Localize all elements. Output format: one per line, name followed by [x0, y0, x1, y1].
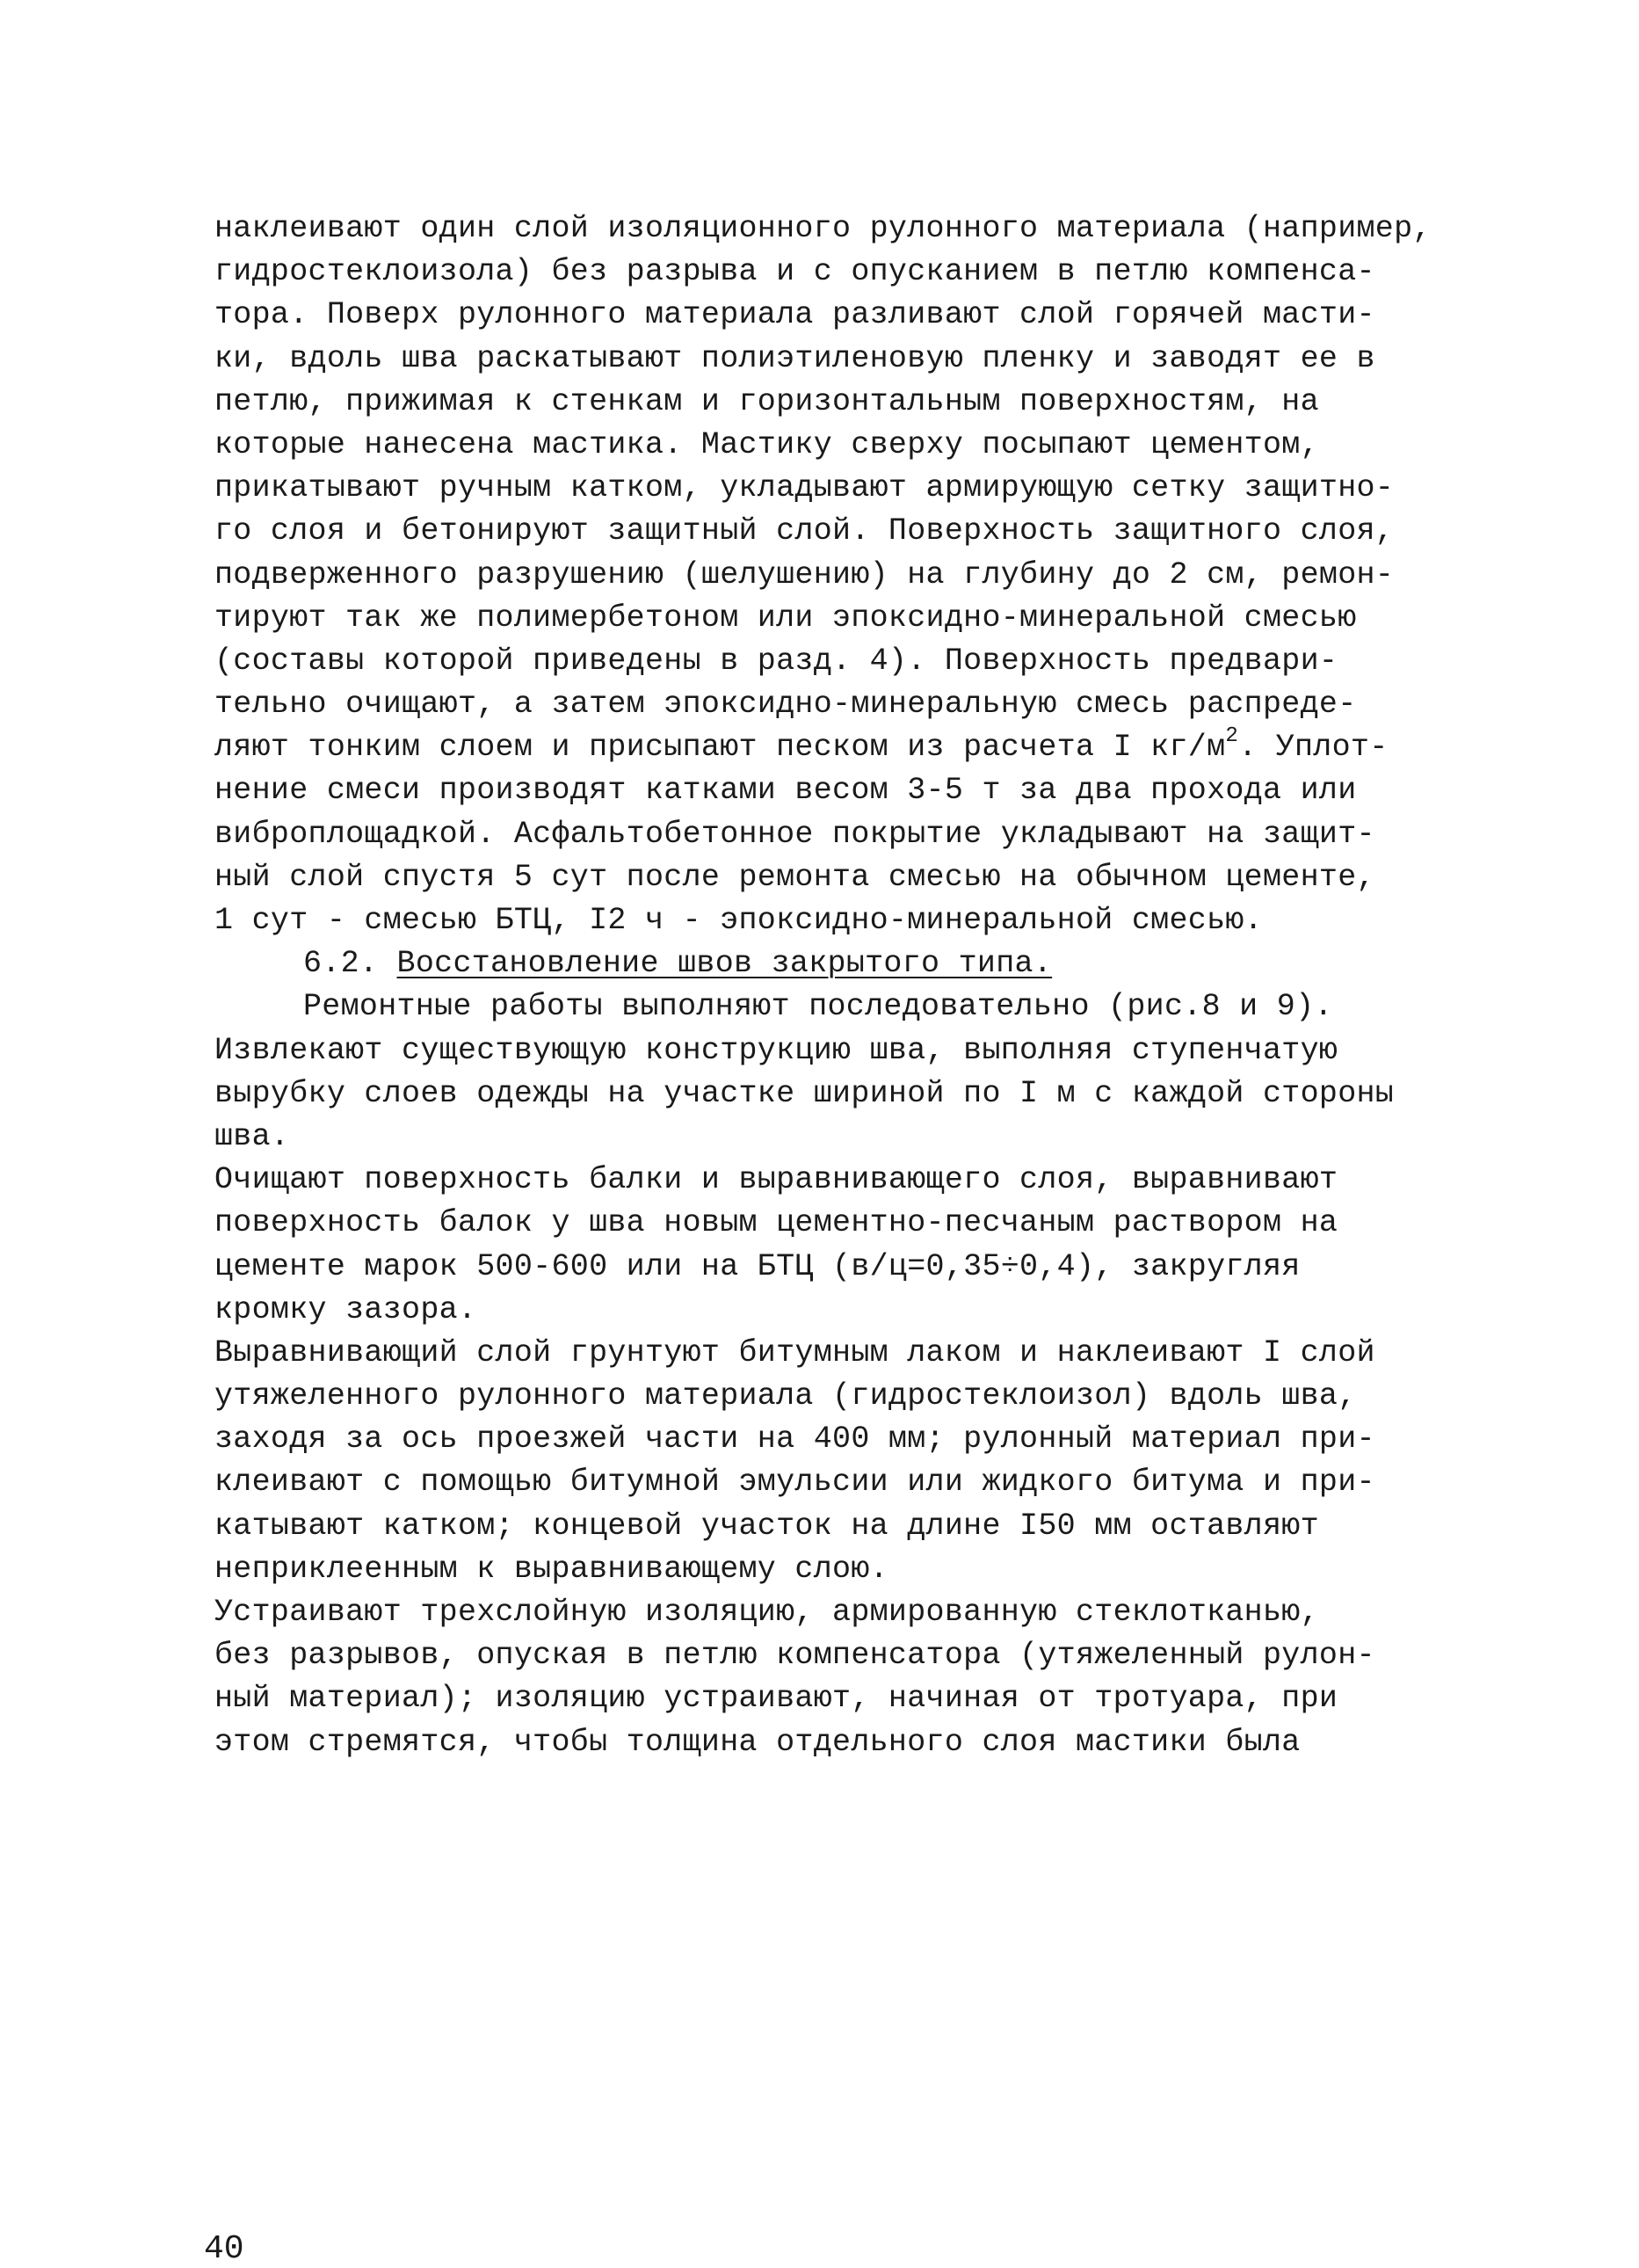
line-text: клеивают с помощью битумной эмульсии или жидкого битума и при- [214, 1465, 1375, 1501]
line-text: 1 сут - смесью БТЦ, I2 ч - эпоксидно-минеральной смесью. [214, 903, 1263, 938]
line-text: нение смеси производят катками весом 3-5 т за два прохода или [214, 773, 1357, 809]
text-line [214, 899, 1445, 942]
text-line [214, 1721, 1445, 1764]
line-text: кромку зазора. [214, 1291, 477, 1327]
line-text: (составы которой приведены в разд. 4). Поверхность предвари- [214, 643, 1338, 679]
line-text: которые нанесена мастика. Мастику сверху посыпают цементом, [214, 426, 1319, 462]
text-line [214, 1677, 1445, 1720]
text-line [214, 338, 1445, 381]
line-text: поверхность балок у шва новым цементно-песчаным раствором на [214, 1205, 1338, 1241]
line-text: ный материал); изоляцию устраивают, начиная от тротуара, при [214, 1681, 1338, 1717]
line-text: Очищают поверхность балки и выравнивающего слоя, выравнивают [214, 1162, 1338, 1198]
line-text: ляют тонким слоем и присыпают песком из расчета I кг/м [214, 730, 1226, 766]
line-text: вырубку слоев одежды на участке шириной по I м с каждой стороны [214, 1075, 1395, 1111]
line-text: гидростеклоизола) без разрыва и с опусканием в петлю компенса- [214, 254, 1375, 290]
text-line [214, 683, 1445, 726]
line-text: неприклеенным к выравнивающему слою. [214, 1551, 888, 1587]
page-number-text: 40 [204, 2230, 244, 2268]
text-line [214, 769, 1445, 812]
text-line [214, 251, 1445, 294]
text-line [214, 510, 1445, 553]
text-line [214, 1289, 1445, 1332]
body-text [214, 207, 1445, 1764]
line-text: прикатывают ручным катком, укладывают армирующую сетку защитно- [214, 470, 1395, 506]
text-line [214, 381, 1445, 424]
text-line [214, 1375, 1445, 1418]
text-line [214, 640, 1445, 683]
line-text: го слоя и бетонируют защитный слой. Поверхность защитного слоя, [214, 513, 1395, 549]
text-line [214, 1029, 1445, 1072]
text-line [214, 1461, 1445, 1504]
section-heading [214, 942, 1445, 985]
text-line [214, 723, 1445, 769]
line-text-continued: . Уплот- [1238, 730, 1389, 766]
text-line [214, 207, 1445, 251]
text-line [214, 1548, 1445, 1591]
text-line [214, 1159, 1445, 1202]
line-text: Устраивают трехслойную изоляцию, армированную стеклотканью, [214, 1595, 1319, 1630]
line-text: утяжеленного рулонного материала (гидростеклоизол) вдоль шва, [214, 1378, 1357, 1414]
text-line [214, 813, 1445, 856]
line-text: подверженного разрушению (шелушению) на глубину до 2 см, ремон- [214, 556, 1395, 592]
line-text: ки, вдоль шва раскатывают полиэтиленовую пленку и заводят ее в [214, 340, 1375, 376]
text-line [214, 1202, 1445, 1245]
line-text: цементе марок 500-600 или на БТЦ (в/ц=0,35÷0,4), закругляя [214, 1248, 1301, 1284]
text-line [214, 1634, 1445, 1677]
line-text: без разрывов, опуская в петлю компенсатора (утяжеленный рулон- [214, 1638, 1375, 1674]
line-text: Ремонтные работы выполняют последовательно (рис.8 и 9). [303, 989, 1333, 1025]
line-text: тора. Поверх рулонного материала разливают слой горячей масти- [214, 297, 1375, 333]
text-line [214, 424, 1445, 467]
section-number: 6.2. [303, 946, 379, 982]
page-number [204, 2230, 244, 2268]
text-line [214, 1116, 1445, 1159]
line-text: ный слой спустя 5 сут после ремонта смесью на обычном цементе, [214, 859, 1375, 895]
line-text: петлю, прижимая к стенкам и горизонтальным поверхностям, на [214, 383, 1319, 419]
text-line [214, 985, 1445, 1029]
text-line [214, 856, 1445, 899]
text-line [214, 1505, 1445, 1548]
line-text: шва. [214, 1118, 290, 1154]
superscript: 2 [1225, 723, 1239, 748]
text-line [214, 1591, 1445, 1634]
text-line [214, 467, 1445, 510]
text-line [214, 1246, 1445, 1289]
line-text: виброплощадкой. Асфальтобетонное покрытие укладывают на защит- [214, 816, 1375, 852]
section-title: Восстановление швов закрытого типа. [396, 946, 1053, 982]
text-line [214, 294, 1445, 337]
line-text: Извлекают существующую конструкцию шва, выполняя ступенчатую [214, 1032, 1338, 1068]
text-line [214, 1418, 1445, 1461]
text-line [214, 1332, 1445, 1375]
text-line [214, 554, 1445, 597]
line-text: этом стремятся, чтобы толщина отдельного слоя мастики была [214, 1724, 1301, 1760]
line-text: катывают катком; концевой участок на длине I50 мм оставляют [214, 1508, 1319, 1544]
line-text: тируют так же полимербетоном или эпоксидно-минеральной смесью [214, 600, 1357, 636]
line-text: тельно очищают, а затем эпоксидно-минеральную смесь распреде- [214, 687, 1357, 723]
text-line [214, 1072, 1445, 1116]
line-text: Выравнивающий слой грунтуют битумным лаком и наклеивают I слой [214, 1334, 1375, 1370]
line-text: заходя за ось проезжей части на 400 мм; рулонный материал при- [214, 1421, 1375, 1457]
line-text: наклеивают один слой изоляционного рулонного материала (например, [214, 211, 1432, 246]
text-line [214, 597, 1445, 640]
